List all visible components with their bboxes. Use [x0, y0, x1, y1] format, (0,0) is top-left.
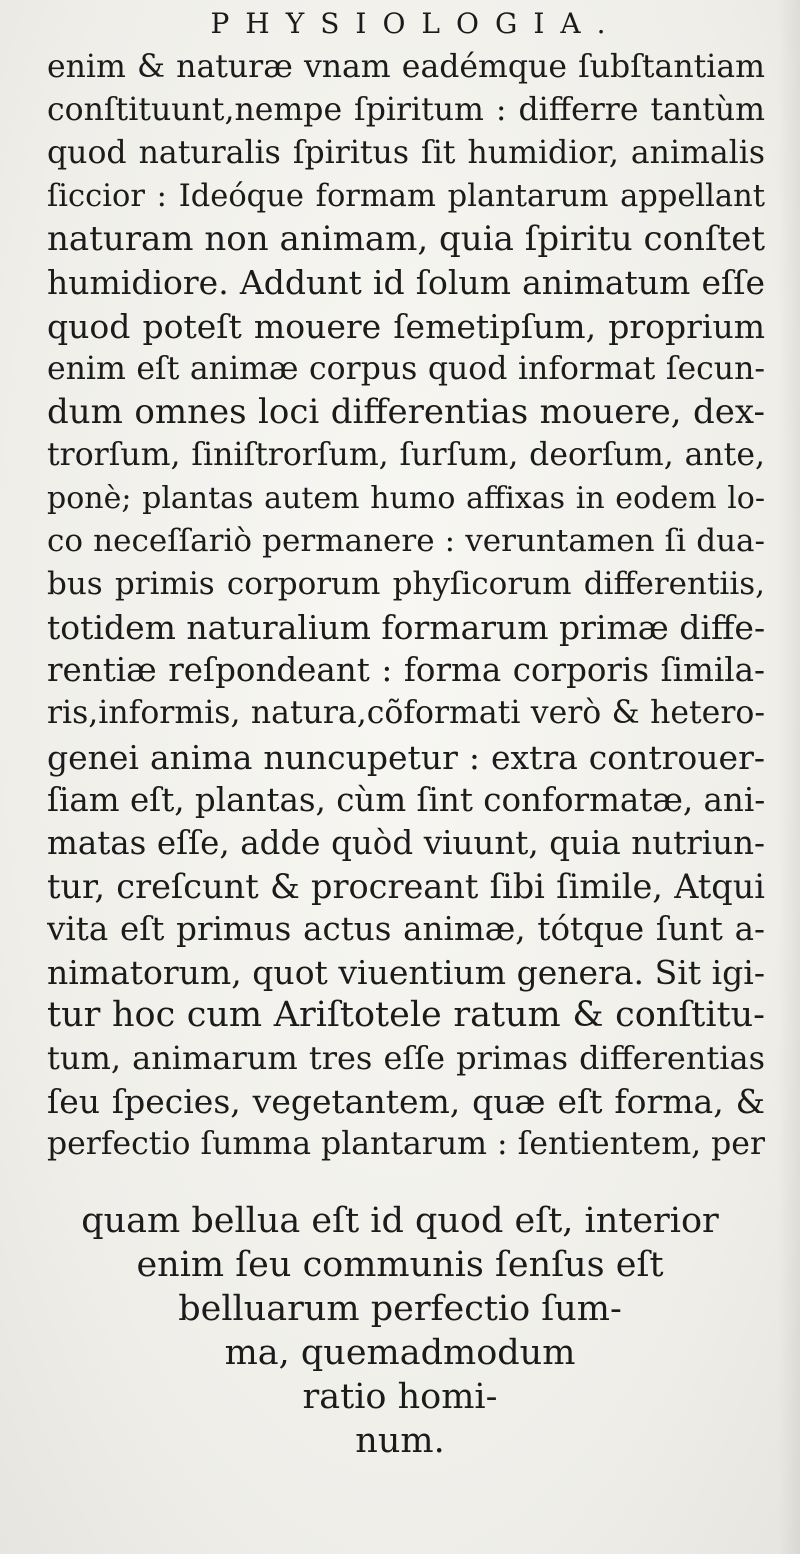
text-line: naturam non animam, quia ſpiritu conſtet: [47, 219, 765, 260]
text-line: ris,informis, natura,cõformati verò & hetero-: [47, 695, 765, 732]
text-line: dum omnes loci differentias mouere, dex-: [47, 391, 765, 432]
text-line: enim & naturæ vnam eadémque ſubſtantiam: [47, 49, 765, 85]
text-line: ponè; plantas autem humo affixas in eodem lo-: [47, 480, 765, 516]
text-line: enim eſt animæ corpus quod informat ſecun-: [47, 350, 765, 387]
text-line: quod poteſt mouere ſemetipſum, proprium: [47, 306, 765, 346]
text-line: co neceſſariò permanere : veruntamen ſi dua-: [47, 523, 765, 560]
tail-line: num.: [355, 1421, 445, 1461]
tail-line: ma, quemadmodum: [224, 1333, 576, 1373]
text-line: tur, creſcunt & procreant ſibi ſimile, Atqui: [47, 866, 765, 906]
text-line: trorſum, ſiniſtrorſum, ſurſum, deorſum, ante,: [47, 436, 765, 473]
text-line: perfectio ſumma plantarum : ſentientem, per: [47, 1126, 765, 1163]
cul-de-lampe-tail: [0, 1199, 800, 1463]
running-header: PHYSIOLOGIA.: [210, 7, 622, 40]
text-line: totidem naturalium formarum primæ diffe-: [47, 608, 765, 648]
tail-line: quam bellua eſt id quod eſt, interior: [81, 1201, 719, 1241]
text-line: matas eſſe, adde quòd viuunt, quia nutriun-: [47, 823, 765, 862]
text-line: genei anima nuncupetur : extra controuer-: [47, 737, 765, 777]
text-line: ſiam eſt, plantas, cùm ſint conformatæ, ani-: [47, 780, 765, 819]
text-line: quod naturalis ſpiritus ſit humidior, animalis: [47, 135, 765, 172]
text-line: tur hoc cum Ariſtotele ratum & conſtitu-: [47, 995, 765, 1036]
tail-line: ratio homi-: [302, 1377, 498, 1417]
body-text: [47, 46, 765, 1166]
text-line: humidiore. Addunt id ſolum animatum eſſe: [47, 263, 765, 303]
tail-line: enim ſeu communis ſenſus eſt: [136, 1245, 664, 1285]
text-line: tum, animarum tres eſſe primas differentias: [47, 1039, 765, 1078]
text-line: nimatorum, quot viuentium genera. Sit igi-: [47, 952, 765, 992]
text-line: vita eſt primus actus animæ, tótque ſunt a-: [47, 909, 765, 948]
text-line: conſtituunt,nempe ſpiritum : differre tantùm: [47, 92, 765, 129]
text-line: bus primis corporum phyſicorum differentiis,: [47, 566, 765, 603]
text-line: rentiæ reſpondeant : forma corporis ſimila-: [47, 651, 765, 690]
text-line: ſeu ſpecies, vegetantem, quæ eſt forma, &: [47, 1082, 765, 1122]
text-line: ſiccior : Ideóque formam plantarum appellant: [47, 179, 765, 215]
tail-line: belluarum perfectio ſum-: [178, 1289, 622, 1329]
